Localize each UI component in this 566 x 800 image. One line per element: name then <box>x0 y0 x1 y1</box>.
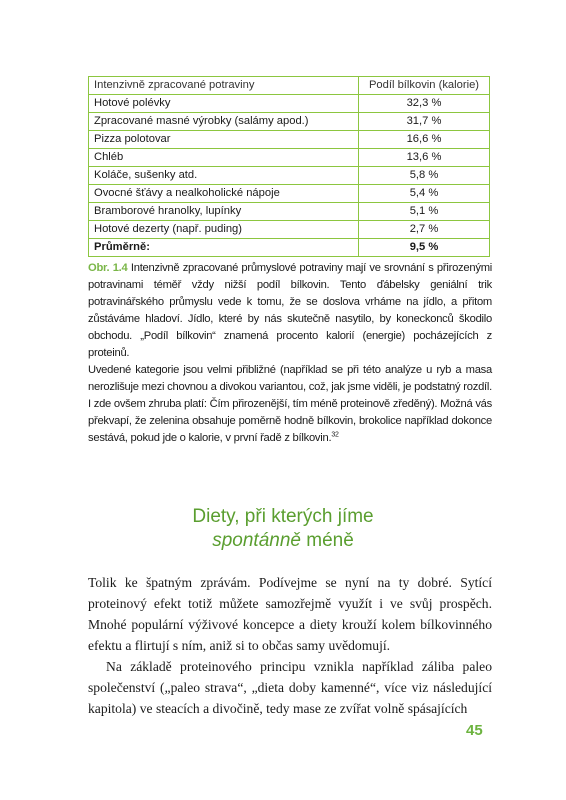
food-cell: Hotové dezerty (např. puding) <box>89 221 359 239</box>
food-cell: Ovocné šťávy a nealkoholické nápoje <box>89 185 359 203</box>
protein-cell: 2,7 % <box>359 221 490 239</box>
section-heading-line2 <box>0 529 566 553</box>
table-row <box>89 221 490 239</box>
table-row <box>89 203 490 221</box>
protein-cell: 16,6 % <box>359 131 490 149</box>
food-cell: Hotové polévky <box>89 95 359 113</box>
protein-cell: 32,3 % <box>359 95 490 113</box>
figure-label: Obr. 1.4 <box>88 262 128 274</box>
body-paragraph: Na základě proteinového principu vznikla například záliba paleo společenství („paleo strava“, „dieta doby kamenné“, více viz následující kapitola) ve steacích a divočině, tedy mase ze zvířat volně spásajících <box>88 659 492 716</box>
table-row <box>89 167 490 185</box>
protein-cell: 5,4 % <box>359 185 490 203</box>
protein-cell: 13,6 % <box>359 149 490 167</box>
food-cell: Koláče, sušenky atd. <box>89 167 359 185</box>
protein-table <box>88 76 490 257</box>
body-text <box>88 572 492 719</box>
table-header-cell: Intenzivně zpracované potraviny <box>89 77 359 95</box>
footnote-ref: 32 <box>331 431 339 439</box>
protein-cell: 31,7 % <box>359 113 490 131</box>
table-row <box>89 113 490 131</box>
food-cell: Zpracované masné výrobky (salámy apod.) <box>89 113 359 131</box>
table-row <box>89 131 490 149</box>
page-number: 45 <box>466 722 483 739</box>
caption-text: Uvedené kategorie jsou velmi přibližné (například se při této analýze u ryb a masa nerozlišuje mezi chovnou a divokou variantou, což, jak jsme viděli, je podstatný rozdíl. I zde ovšem zhruba platí: Čím přirozenější, tím méně proteinově zředěný). Možná vás překvapí, že zelenina obsahuje poměrně hodně bílkovin, brokolice například dokonce sestává, pokud jde o kalorie, v první řadě z bílkovin. <box>88 364 492 444</box>
table-row <box>89 185 490 203</box>
heading-rest: méně <box>300 530 354 551</box>
protein-cell: 5,1 % <box>359 203 490 221</box>
table-header-row <box>89 77 490 95</box>
caption-paragraph <box>88 362 492 447</box>
food-cell: Pizza polotovar <box>89 131 359 149</box>
caption-text: Intenzivně zpracované průmyslové potraviny mají ve srovnání s přirozenými potravinami téměř vždy nižší podíl bílkovin. Tento ďábelsky geniální trik potravinářského průmyslu vede k tomu, že se doslova vrháme na jídlo, a přitom zůstáváme hladoví. Jídlo, které by nás skutečně nasytilo, by koneckonců škodilo obchodu. „Podíl bílkovin“ znamená procento kalorií (energie) pocházejících z proteinů. <box>88 262 492 359</box>
table-average-row <box>89 239 490 257</box>
section-heading-line1: Diety, při kterých jíme <box>192 506 374 527</box>
heading-emphasis: spontánně <box>212 530 301 551</box>
food-cell: Chléb <box>89 149 359 167</box>
figure-caption <box>88 260 492 447</box>
average-value: 9,5 % <box>359 239 490 257</box>
caption-paragraph <box>88 260 492 362</box>
table-header-cell: Podíl bílkovin (kalorie) <box>359 77 490 95</box>
food-cell: Bramborové hranolky, lupínky <box>89 203 359 221</box>
protein-cell: 5,8 % <box>359 167 490 185</box>
table-row <box>89 95 490 113</box>
table-row <box>89 149 490 167</box>
average-label: Průměrně: <box>89 239 359 257</box>
body-paragraph: Tolik ke špatným zprávám. Podívejme se nyní na ty dobré. Sytící proteinový efekt totiž můžete samozřejmě využít i ve svůj prospěch. Mnohé populární výživové koncepce a diety krouží kolem bílkovinného efektu a flirtují s ním, aniž si to občas samy uvědomují. <box>88 575 492 653</box>
